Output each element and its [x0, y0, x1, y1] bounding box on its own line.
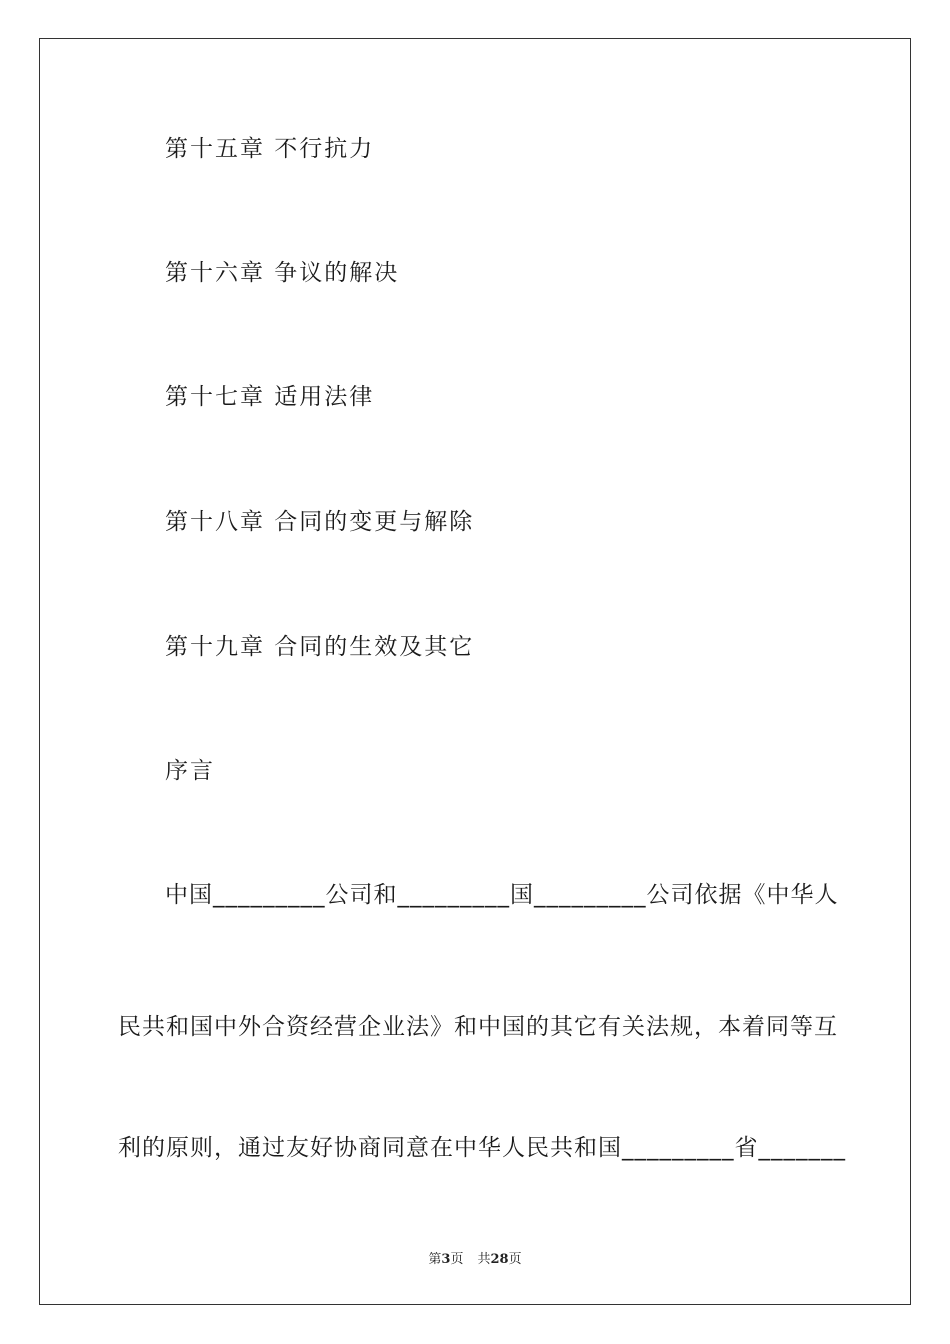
chapter-17-heading: 第十七章 适用法律	[165, 384, 375, 410]
total-pages: 28	[490, 1252, 509, 1267]
chapter-16-heading: 第十六章 争议的解决	[165, 260, 400, 286]
paragraph-line-1: 中国_________公司和_________国_________公司依据《中华人	[165, 882, 839, 908]
total-suffix: 页	[508, 1252, 522, 1267]
page-border	[39, 38, 911, 1305]
page-prefix: 第	[428, 1252, 442, 1267]
page-number: 3	[441, 1252, 451, 1267]
page-footer	[0, 1248, 950, 1267]
paragraph-line-3: 利的原则，通过友好协商同意在中华人民共和国_________省_______	[118, 1135, 846, 1161]
chapter-18-heading: 第十八章 合同的变更与解除	[165, 509, 475, 535]
preface-heading: 序言	[165, 758, 215, 784]
chapter-19-heading: 第十九章 合同的生效及其它	[165, 634, 475, 660]
page-suffix: 页	[450, 1252, 464, 1267]
paragraph-line-2: 民共和国中外合资经营企业法》和中国的其它有关法规，本着同等互	[118, 1014, 838, 1040]
total-prefix: 共	[477, 1252, 491, 1267]
chapter-15-heading: 第十五章 不行抗力	[165, 136, 375, 162]
